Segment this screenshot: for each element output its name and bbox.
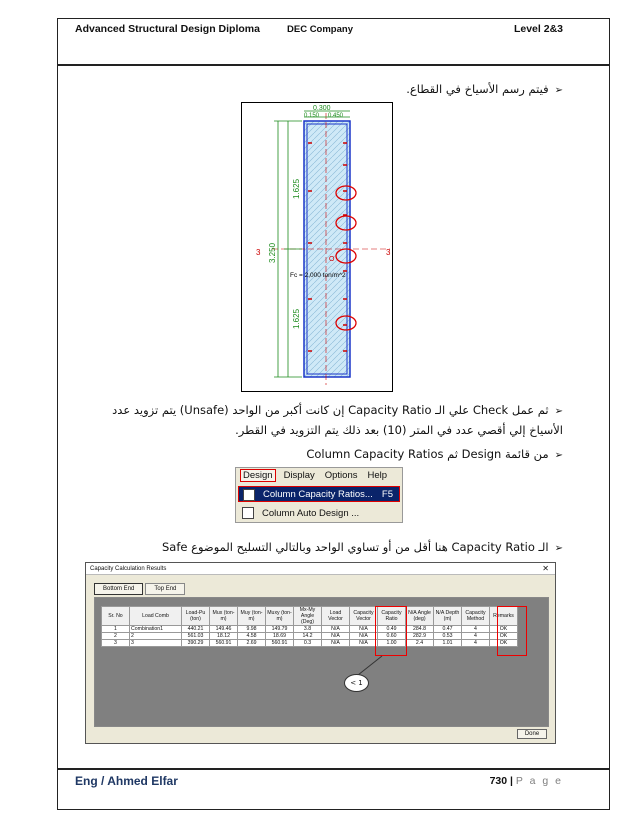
page-separator: | — [510, 775, 513, 787]
column-header[interactable]: Mx-My Angle (Deg) — [294, 607, 322, 626]
table-row[interactable] — [102, 626, 518, 633]
bullet-arrow-icon: ➢ — [554, 406, 563, 417]
column-header[interactable]: Muy (ton-m) — [238, 607, 266, 626]
footer-author: Eng / Ahmed Elfar — [75, 774, 178, 788]
footer-rule — [57, 768, 610, 770]
header-level: Level 2&3 — [513, 23, 563, 35]
footer-page — [490, 775, 563, 787]
dialog-titlebar — [86, 563, 555, 575]
bullet-check-capacity — [73, 401, 563, 439]
tab-top-end[interactable]: Top End — [145, 583, 185, 595]
table-cell: OK — [490, 626, 518, 633]
table-cell: 560.91 — [266, 640, 294, 647]
dialog-title: Capacity Calculation Results — [90, 565, 167, 572]
axis-label-right: 3 — [386, 248, 391, 257]
table-cell: 149.46 — [210, 626, 238, 633]
menu-display[interactable]: Display — [283, 470, 315, 481]
table-cell: 284.8 — [406, 626, 434, 633]
column-header[interactable]: Sr. No — [102, 607, 130, 626]
bullet-text: فيتم رسم الأسياخ في القطاع. — [406, 82, 549, 96]
menu-design[interactable]: Design — [240, 469, 276, 482]
capacity-ratio-icon — [243, 489, 255, 501]
menu-item-shortcut: F5 — [381, 488, 393, 500]
bullet-arrow-icon: ➢ — [554, 85, 563, 96]
column-header[interactable]: Muxy (ton-m) — [266, 607, 294, 626]
bullet-arrow-icon: ➢ — [554, 543, 563, 554]
column-section-figure — [241, 102, 393, 392]
table-cell: 2.69 — [238, 640, 266, 647]
menu-item-label: Column Auto Design ... — [262, 507, 360, 519]
table-cell: 149.79 — [266, 626, 294, 633]
less-than-one-callout: < 1 — [344, 674, 369, 692]
table-cell: 0.49 — [378, 626, 406, 633]
results-grid — [94, 597, 549, 727]
table-cell: 14.2 — [294, 633, 322, 640]
point-label: O — [329, 256, 335, 263]
table-cell: 440.21 — [182, 626, 210, 633]
bullet-text-line2: الأسياخ إلي أقصي عدد في المتر (10) بعد ذلك يتم التزويد في القطر. — [235, 423, 563, 437]
table-cell: N/A — [322, 626, 350, 633]
table-cell: 0.53 — [434, 633, 462, 640]
table-cell: 18.69 — [266, 633, 294, 640]
table-cell: 4 — [462, 640, 490, 647]
table-cell: N/A — [350, 626, 378, 633]
menu-bar — [236, 468, 402, 483]
table-cell: 3.8 — [294, 626, 322, 633]
table-cell: 4 — [462, 633, 490, 640]
table-cell: Combination1 — [130, 626, 182, 633]
capacity-ratio-highlight — [375, 606, 407, 656]
bullet-draw-bars — [83, 80, 563, 100]
table-cell: 0.60 — [378, 633, 406, 640]
table-cell: 1.00 — [378, 640, 406, 647]
table-header-row — [102, 607, 518, 626]
dim-top-1: 0.300 — [313, 105, 331, 112]
column-header[interactable]: Capacity Method — [462, 607, 490, 626]
auto-design-icon — [242, 507, 254, 519]
page-header — [75, 23, 563, 43]
capacity-results-dialog — [85, 562, 556, 744]
page-word: P a g e — [515, 775, 563, 787]
results-table — [101, 606, 518, 647]
table-cell: 3 — [102, 640, 130, 647]
dim-top-2: 0.150 — [304, 113, 320, 119]
menu-item-label: Column Capacity Ratios... — [263, 488, 373, 500]
column-header[interactable]: Load-Pu (ton) — [182, 607, 210, 626]
column-header[interactable]: Load Vector — [322, 607, 350, 626]
bullet-text-line1: ثم عمل Check علي الـ Capacity Ratio إن كانت أكبر من الواحد (Unsafe) يتم تزويد عدد — [112, 403, 549, 417]
table-cell: 4.58 — [238, 633, 266, 640]
dim-top-3: 0.450 — [328, 113, 344, 119]
table-cell: 4 — [462, 626, 490, 633]
menu-item-column-auto-design[interactable] — [238, 505, 400, 521]
table-cell: 9.98 — [238, 626, 266, 633]
bullet-text: الـ Capacity Ratio هنا أقل من أو تساوي الواحد وبالتالي التسليح الموضوع Safe — [161, 540, 549, 554]
column-header[interactable]: Capacity Vector — [350, 607, 378, 626]
table-row[interactable] — [102, 640, 518, 647]
end-tabs — [94, 583, 187, 595]
table-cell: 18.12 — [210, 633, 238, 640]
table-cell: N/A — [350, 633, 378, 640]
header-course-title: Advanced Structural Design Diploma — [75, 23, 260, 35]
table-cell: 0.47 — [434, 626, 462, 633]
bullet-arrow-icon: ➢ — [554, 450, 563, 461]
table-cell: OK — [490, 640, 518, 647]
menu-help[interactable]: Help — [367, 470, 388, 481]
table-row[interactable] — [102, 633, 518, 640]
table-cell: N/A — [350, 640, 378, 647]
table-cell: 3 — [130, 640, 182, 647]
bullet-menu-path — [83, 445, 563, 465]
bullet-text: من قائمة Design ثم Column Capacity Ratios — [306, 447, 549, 461]
header-company: DEC Company — [287, 24, 353, 35]
table-cell: 390.29 — [182, 640, 210, 647]
column-header[interactable]: Capacity Ratio — [378, 607, 406, 626]
dim-left-lower: 1.625 — [292, 308, 301, 329]
axis-label-left: 3 — [256, 248, 261, 257]
header-rule — [57, 64, 610, 66]
dim-left-upper: 1.625 — [292, 178, 301, 199]
table-cell: OK — [490, 633, 518, 640]
table-cell: 282.9 — [406, 633, 434, 640]
section-drawing — [242, 103, 394, 393]
table-cell: 1.01 — [434, 640, 462, 647]
close-icon[interactable]: ✕ — [542, 564, 549, 573]
column-header[interactable]: Mux (ton-m) — [210, 607, 238, 626]
fc-label: Fc = 2,000 ton/m^2 — [290, 272, 346, 279]
tab-bottom-end[interactable]: Bottom End — [94, 583, 143, 595]
done-button[interactable]: Done — [517, 729, 547, 739]
column-header[interactable]: N/A Depth (m) — [434, 607, 462, 626]
table-cell: 560.91 — [210, 640, 238, 647]
column-header[interactable]: Load Comb — [130, 607, 182, 626]
table-cell: 1 — [102, 626, 130, 633]
column-header[interactable]: Remarks — [490, 607, 518, 626]
table-cell: 561.03 — [182, 633, 210, 640]
design-menu-screenshot — [235, 467, 403, 523]
menu-item-column-capacity-ratios[interactable] — [238, 486, 400, 502]
table-cell: 2.4 — [406, 640, 434, 647]
table-cell: 2 — [130, 633, 182, 640]
bullet-safe-result — [83, 538, 563, 558]
page-number: 730 — [489, 775, 508, 787]
column-header[interactable]: N/A Angle (deg) — [406, 607, 434, 626]
remarks-highlight — [497, 606, 527, 656]
table-cell: N/A — [322, 633, 350, 640]
table-cell: 2 — [102, 633, 130, 640]
table-cell: N/A — [322, 640, 350, 647]
dim-left-total: 3.250 — [268, 242, 277, 263]
table-cell: 0.3 — [294, 640, 322, 647]
menu-options[interactable]: Options — [324, 470, 358, 481]
